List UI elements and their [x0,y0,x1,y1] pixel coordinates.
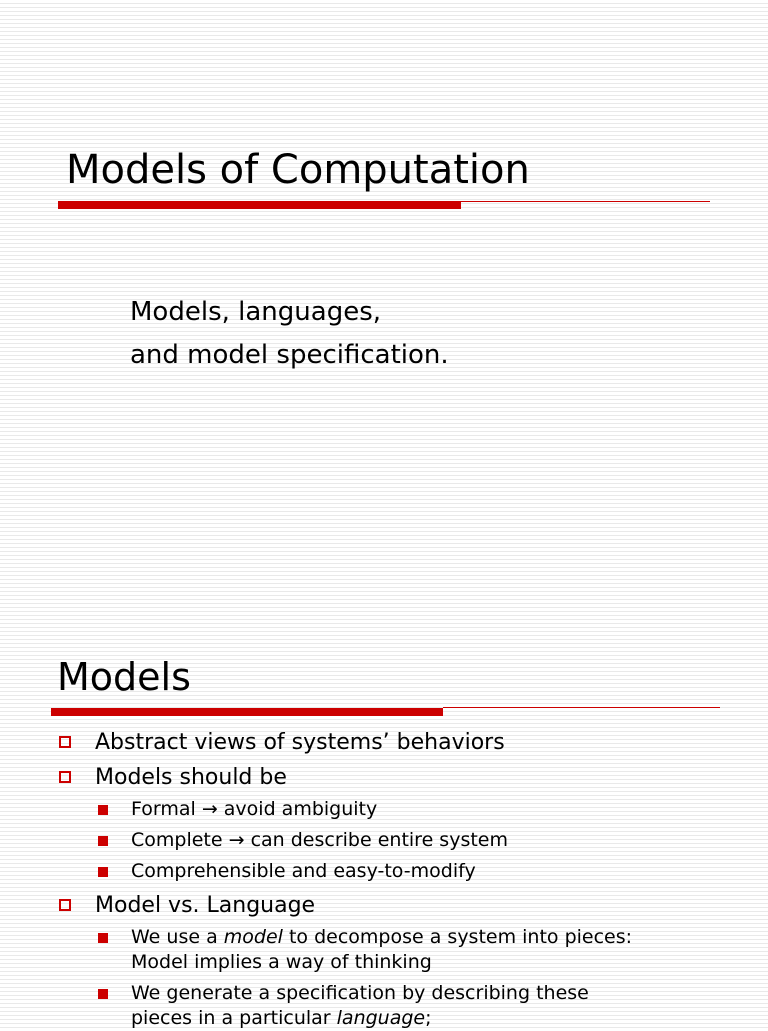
sub-bullet-item [57,828,757,853]
filled-square-bullet-icon [98,867,108,877]
bullet-text: Models should be [95,765,287,790]
sub-bullet-text: Comprehensible and easy-to-modify [131,860,476,882]
slide-title-heading: Models of Computation [66,147,530,193]
slide-subtitle [130,291,449,377]
bullet-item [57,725,757,760]
sub-bullet-text: We generate a specification by describing these [131,982,589,1004]
sub-bullet-item [57,925,757,975]
bullet-list [57,725,757,1031]
emphasis-text: language [336,1007,426,1029]
sub-bullet-text: to decompose a system into pieces: [282,926,633,948]
sub-bullet-text: avoid ambiguity [217,798,378,820]
sub-bullet-text: We use a [131,926,224,948]
bullet-item [57,760,757,795]
right-arrow-icon: → [228,829,245,851]
right-arrow-icon: → [201,798,218,820]
sub-bullet-text: Model implies a way of thinking [131,951,432,973]
hollow-square-bullet-icon [59,771,71,783]
bullet-text: Model vs. Language [95,893,316,918]
filled-square-bullet-icon [98,836,108,846]
slide-models [0,630,768,1029]
filled-square-bullet-icon [98,805,108,815]
hollow-square-bullet-icon [59,736,71,748]
slide-heading: Models [57,655,191,699]
sub-bullet-text: pieces in a particular [131,1007,337,1029]
hollow-square-bullet-icon [59,899,71,911]
filled-square-bullet-icon [98,933,108,943]
subtitle-line: and model specification. [130,340,449,370]
heading-underline-thin [443,707,720,708]
sub-bullet-text: Complete [131,829,229,851]
sub-bullet-text: can describe entire system [244,829,508,851]
sub-bullet-item [57,859,757,884]
emphasis-text: model [223,926,283,948]
title-underline-thick [58,201,461,209]
bullet-text: Abstract views of systems’ behaviors [95,730,505,755]
bullet-item [57,888,757,923]
sub-bullet-text: Formal [131,798,202,820]
filled-square-bullet-icon [98,989,108,999]
sub-bullet-item [57,797,757,822]
subtitle-line: Models, languages, [130,297,381,327]
heading-underline-thick [51,708,443,716]
title-underline-thin [461,201,710,202]
sub-bullet-text: ; [425,1007,432,1029]
